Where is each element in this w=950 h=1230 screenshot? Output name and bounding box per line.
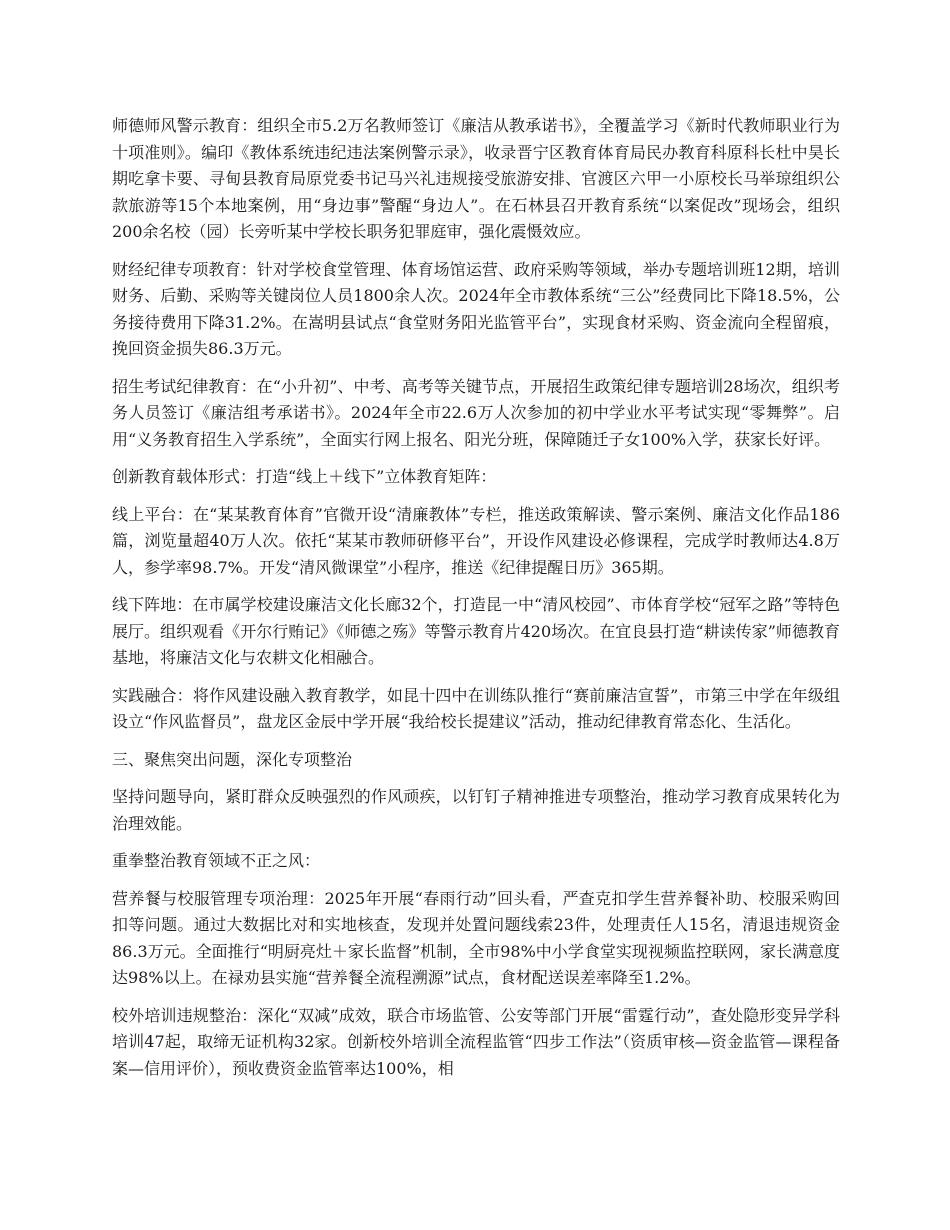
paragraph-rectify-unhealthy-trends: 重拳整治教育领域不正之风： (112, 851, 321, 870)
paragraph-nutrition-meals-uniforms: 营养餐与校服管理专项治理：2025年开展“春雨行动”回头看，严查克扣学生营养餐补助、校服采购回扣等问题。通过大数据比对和实地核查，发现并处置问题线索23件，处理责任人15名，清退违规资金86.3万元。全面推行“明厨亮灶＋家长监督”机制，全市98%中小学食堂实现视频监控联网，家长满意度达98%以上。在禄劝县实施“营养餐全流程溯源”试点，食材配送误差率降至1.2%。 (112, 888, 840, 987)
paragraph-practice-integration: 实践融合：将作风建设融入教育教学，如昆十四中在训练队推行“赛前廉洁宣誓”，市第三中学在年级组设立“作风监督员”，盘龙区金辰中学开展“我给校长提建议”活动，推动纪律教育常态化、生活化。 (112, 685, 840, 731)
paragraph-teacher-ethics-warning: 师德师风警示教育：组织全市5.2万名教师签订《廉洁从教承诺书》，全覆盖学习《新时代教师职业行为十项准则》。编印《教体系统违纪违法案例警示录》，收录晋宁区教育体育局民办教育科原科长杜中昊长期吃拿卡要、寻甸县教育局原党委书记马兴礼违规接受旅游安排、官渡区六甲一小原校长马举琼组织公款旅游等15个本地案例，用“身边事”警醒“身边人”。在石林县召开教育系统“以案促改”现场会，组织200余名校（园）长旁听某中学校长职务犯罪庭审，强化震慑效应。 (112, 116, 840, 241)
paragraph-problem-oriented: 坚持问题导向，紧盯群众反映强烈的作风顽疾，以钉钉子精神推进专项整治，推动学习教育成果转化为治理效能。 (112, 787, 840, 833)
paragraph-enrollment-exam-discipline: 招生考试纪律教育：在“小升初”、中考、高考等关键节点，开展招生政策纪律专题培训28场次，组织考务人员签订《廉洁组考承诺书》。2024年全市22.6万人次参加的初中学业水平考试实现“零舞弊”。启用“义务教育招生入学系统”，全面实行网上报名、阳光分班，保障随迁子女100%入学，获家长好评。 (112, 376, 840, 449)
document-body (112, 113, 840, 1093)
section-heading-3: 三、聚焦突出问题，深化专项整治 (112, 749, 353, 769)
paragraph-financial-discipline: 财经纪律专项教育：针对学校食堂管理、体育场馆运营、政府采购等领域，举办专题培训班12期，培训财务、后勤、采购等关键岗位人员1800余人次。2024年全市教体系统“三公”经费同比下降18.5%，公务接待费用下降31.2%。在嵩明县试点“食堂财务阳光监管平台”，实现食材采购、资金流向全程留痕，挽回资金损失86.3万元。 (112, 259, 840, 358)
paragraph-offline-venues: 线下阵地：在市属学校建设廉洁文化长廊32个，打造昆一中“清风校园”、市体育学校“冠军之路”等特色展厅。组织观看《开尔行贿记》《师德之殇》等警示教育片420场次。在宜良县打造“耕读传家”师德教育基地，将廉洁文化与农耕文化相融合。 (112, 595, 840, 667)
paragraph-offcampus-training: 校外培训违规整治：深化“双减”成效，联合市场监管、公安等部门开展“雷霆行动”，查处隐形变异学科培训47起，取缔无证机构32家。创新校外培训全流程监管“四步工作法”（资质审核—资金监管—课程备案—信用评价），预收费资金监管率达100%，相 (112, 1005, 840, 1078)
paragraph-innovate-carriers: 创新教育载体形式：打造“线上＋线下”立体教育矩阵： (112, 467, 497, 486)
paragraph-online-platform: 线上平台：在“某某教育体育”官微开设“清廉教体”专栏，推送政策解读、警示案例、廉洁文化作品186篇，浏览量超40万人次。依托“某某市教师研修平台”，开设作风建设必修课程，完成学时教师达4.8万人，参学率98.7%。开发“清风微课堂”小程序，推送《纪律提醒日历》365期。 (112, 504, 840, 577)
